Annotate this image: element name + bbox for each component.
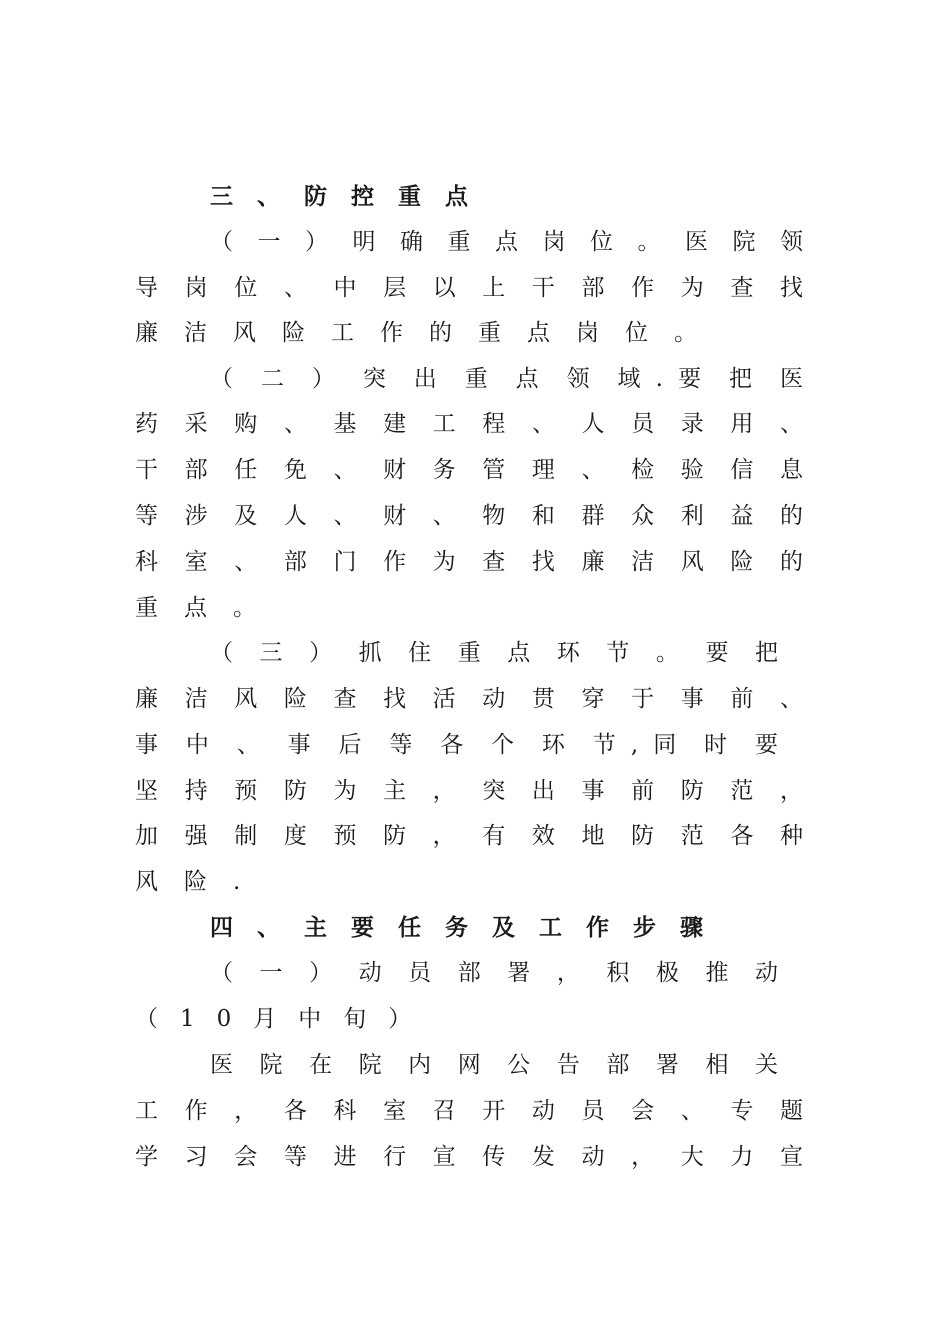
text-line: 重点。 — [135, 595, 282, 621]
text-line: 加 强 制 度 预 防 ， 有 效 地 防 范 各 种 — [135, 823, 803, 849]
text-line: 导 岗 位 、 中 层 以 上 干 部 作 为 查 找 — [135, 275, 803, 301]
text-line: （ 一 ） 明 确 重 点 岗 位 。 医 院 领 — [210, 229, 803, 255]
text-line: 坚 持 预 防 为 主 ， 突 出 事 前 防 范 ， — [135, 778, 803, 804]
text-line: 药 采 购 、 基 建 工 程 、 人 员 录 用 、 — [135, 411, 803, 437]
text-line: （ 二 ） 突 出 重 点 领 域 . 要 把 医 — [210, 366, 803, 392]
text-line: 等 涉 及 人 、 财 、 物 和 群 众 利 益 的 — [135, 503, 803, 529]
text-line: 事 中 、 事 后 等 各 个 环 节 , 同 时 要 — [135, 732, 778, 758]
text-line: 医 院 在 院 内 网 公 告 部 署 相 关 — [210, 1052, 778, 1078]
text-line: （10月中旬） — [135, 1006, 434, 1032]
section-heading-4: 四、主要任务及工作步骤 — [210, 914, 727, 941]
text-line: 廉 洁 风 险 查 找 活 动 贯 穿 于 事 前 、 — [135, 686, 803, 712]
text-line: 学 习 会 等 进 行 宣 传 发 动 ， 大 力 宣 — [135, 1144, 803, 1170]
text-line: 科 室 、 部 门 作 为 查 找 廉 洁 风 险 的 — [135, 549, 803, 575]
text-line: 干 部 任 免 、 财 务 管 理 、 检 验 信 息 — [135, 457, 803, 483]
text-line: （ 一 ） 动 员 部 署 ， 积 极 推 动 — [210, 960, 778, 986]
text-line: 风险. — [135, 869, 267, 895]
text-line: （ 三 ） 抓 住 重 点 环 节 。 要 把 — [210, 640, 778, 666]
text-line: 工 作 ， 各 科 室 召 开 动 员 会 、 专 题 — [135, 1098, 803, 1124]
section-heading-3: 三、防控重点 — [210, 183, 492, 210]
text-line: 廉洁风险工作的重点岗位。 — [135, 320, 723, 346]
